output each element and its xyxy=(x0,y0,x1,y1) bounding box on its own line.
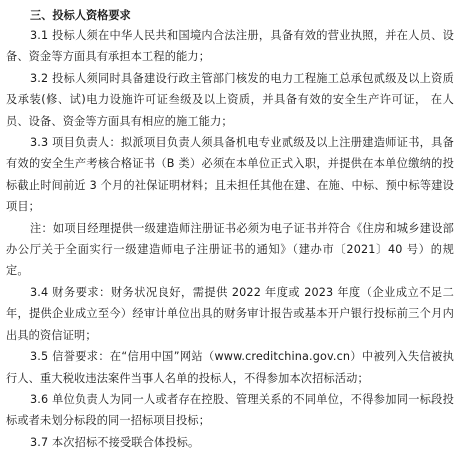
paragraph-3-7: 3.7 本次招标不接受联合体投标。 xyxy=(30,435,200,449)
paragraph-3-5: 3.5 信誉要求：在“信用中国”网站（www.creditchina.gov.cn）中被列入失信被执行人、重大税收违法案件当事人名单的投标人，不得参加本次招标活动； xyxy=(6,350,454,385)
paragraph-3-1: 3.1 投标人须在中华人民共和国境内合法注册，具备有效的营业执照，并在人员、设备、资金等方面具有承担本工程的能力； xyxy=(6,29,454,64)
section-heading: 三、投标人资格要求 xyxy=(30,9,131,22)
paragraph-3-2: 3.2 投标人须同时具备建设行政主管部门核发的电力工程施工总承包贰级及以上资质及承装(修、试)电力设施许可证叁级及以上资质，并具备有效的安全生产许可证， 在人员、设备、资金等方面具有相应的施工能力； xyxy=(6,71,454,128)
paragraph-3-6: 3.6 单位负责人为同一人或者存在控股、管理关系的不同单位，不得参加同一标段投标或者未划分标段的同一招标项目投标； xyxy=(6,392,454,428)
paragraph-note: 注：如项目经理提供一级建造师注册证书必须为电子证书并符合《住房和城乡建设部办公厅关于全面实行一级建造师电子注册证书的通知》（建办市〔2021〕40 号）的规定。 xyxy=(6,221,454,278)
paragraph-3-4: 3.4 财务要求：财务状况良好，需提供 2022 年度或 2023 年度（企业成立不足二年，提供企业成立至今）经审计单位出具的财务审计报告或基本开户银行投标前三个月内出具的资信证明； xyxy=(6,285,454,342)
paragraph-3-3: 3.3 项目负责人：拟派项目负责人须具备机电专业贰级及以上注册建造师证书，具备有效的安全生产考核合格证书（B 类）必须在本单位正式入职，并提供在本单位缴纳的投标截止时间前近 3 个月的社保证明材料；且未担任其他在建、在施、中标、预中标等建设项目； xyxy=(6,136,454,214)
